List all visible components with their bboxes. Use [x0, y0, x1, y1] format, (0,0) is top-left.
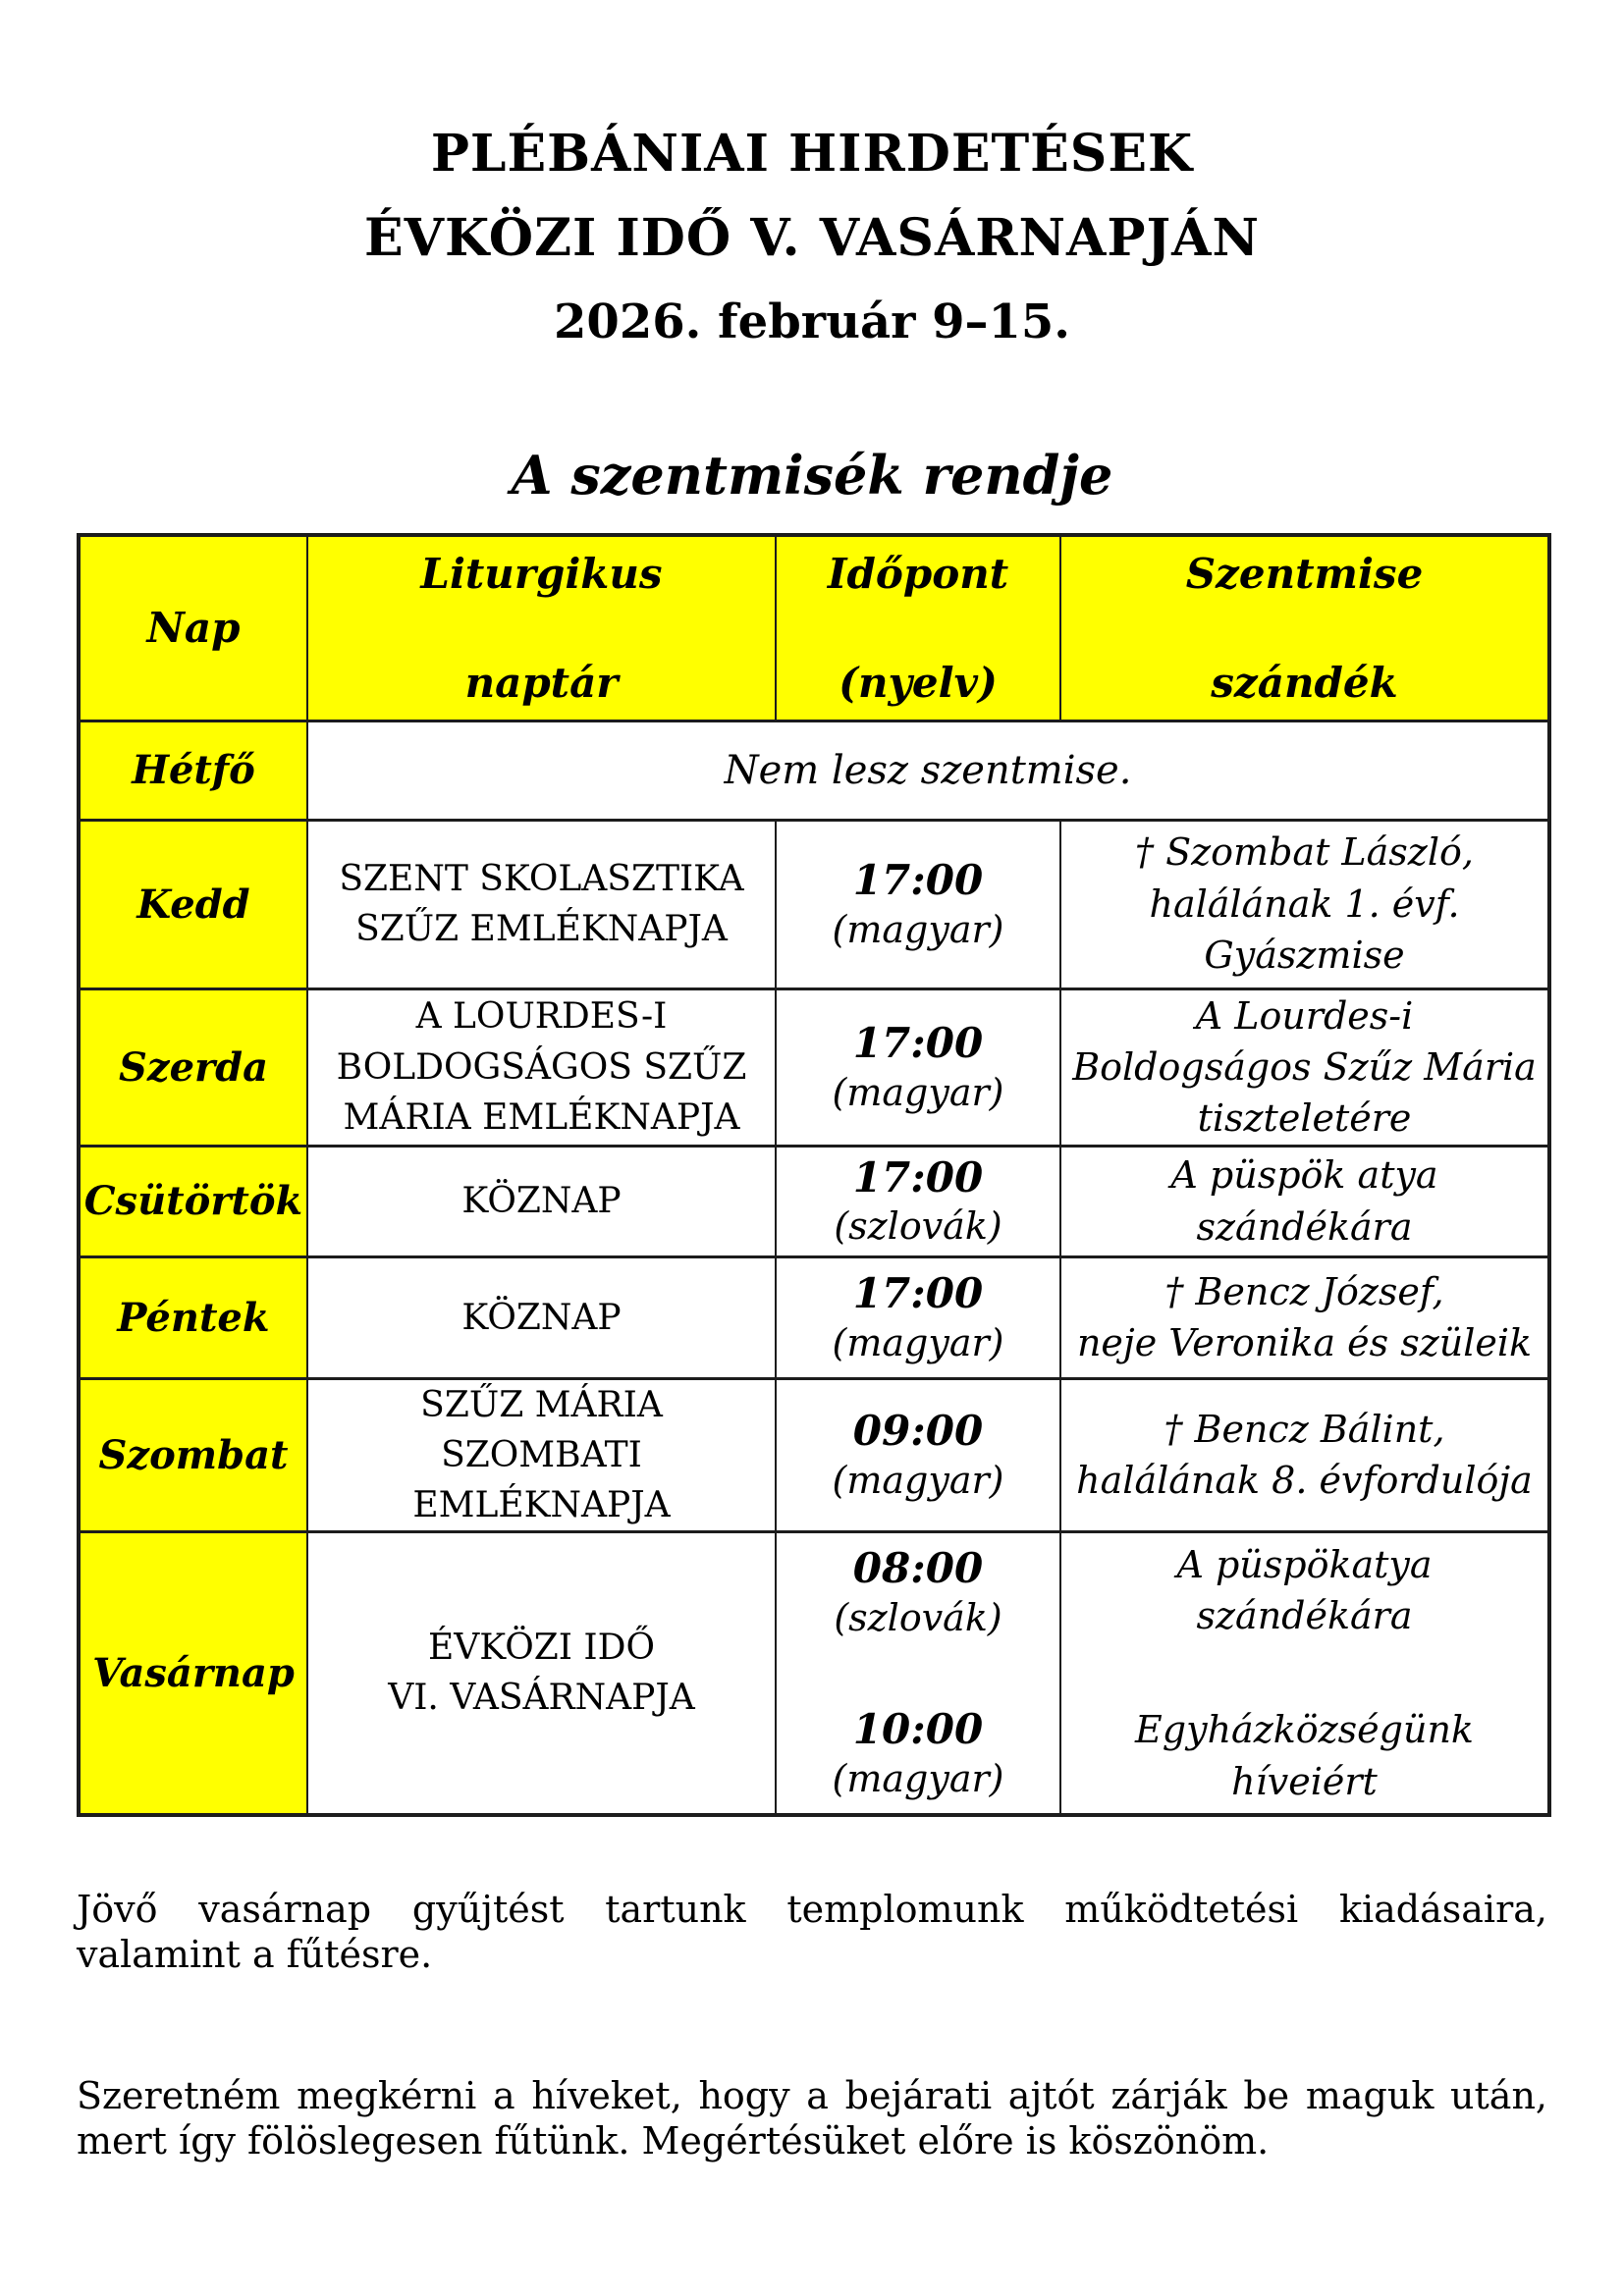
table-row-sunday	[79, 1532, 1549, 1815]
column-header-time-line2: (nyelv)	[839, 658, 998, 707]
saturday-language: (magyar)	[832, 1458, 1004, 1502]
saturday-calendar-line1: SZŰZ MÁRIA	[420, 1384, 663, 1425]
wednesday-intention	[1060, 988, 1549, 1146]
announcement-door-closing: Szeretném megkérni a híveket, hogy a bejárati ajtót zárják be maguk után, mert így fölöslegesen fűtünk. Megértésüket előre is köszönöm.	[77, 2074, 1547, 2163]
friday-language: (magyar)	[832, 1320, 1004, 1364]
announcement-collection: Jövő vasárnap gyűjtést tartunk templomunk működtetési kiadásaira, valamint a fűtésre.	[77, 1888, 1547, 1977]
day-label-tuesday: Kedd	[79, 820, 307, 988]
day-label-thursday: Csütörtök	[79, 1146, 307, 1256]
wednesday-time-language	[776, 988, 1060, 1146]
sunday-mass1-intention-line2: szándékára	[1196, 1593, 1413, 1637]
tuesday-time-language	[776, 820, 1060, 988]
saturday-time: 09:00	[852, 1407, 984, 1456]
saturday-intention	[1060, 1378, 1549, 1531]
table-row-monday	[79, 721, 1549, 820]
mass-schedule-section-title: A szentmisék rendje	[511, 444, 1113, 507]
saturday-calendar-line2: SZOMBATI	[441, 1434, 642, 1475]
sunday-mass2-intention-line2: híveiért	[1231, 1759, 1378, 1803]
wednesday-time: 17:00	[852, 1019, 984, 1068]
document-title-line2: ÉVKÖZI IDŐ V. VASÁRNAPJÁN	[364, 208, 1260, 268]
sunday-mass2-time-block	[777, 1704, 1059, 1802]
thursday-liturgical-calendar	[307, 1146, 776, 1256]
saturday-calendar-line3: EMLÉKNAPJA	[412, 1485, 671, 1526]
tuesday-intention-line3: Gyászmise	[1204, 934, 1405, 978]
column-header-intention-line2: szándék	[1211, 658, 1398, 707]
wednesday-calendar-line1: A LOURDES-I	[415, 996, 668, 1038]
sunday-calendar-line1: ÉVKÖZI IDŐ	[428, 1628, 655, 1669]
tuesday-intention-line2: halálának 1. évf.	[1149, 881, 1460, 926]
saturday-liturgical-calendar	[307, 1378, 776, 1531]
tuesday-time: 17:00	[852, 856, 984, 904]
wednesday-intention-line2: Boldogságos Szűz Mária	[1072, 1044, 1537, 1089]
thursday-intention	[1060, 1146, 1549, 1256]
day-label-wednesday: Szerda	[79, 988, 307, 1146]
column-header-calendar-line1: Liturgikus	[420, 549, 663, 598]
friday-intention	[1060, 1256, 1549, 1378]
friday-intention-line1: † Bencz József,	[1164, 1269, 1444, 1313]
tuesday-intention	[1060, 820, 1549, 988]
friday-time-language	[776, 1256, 1060, 1378]
thursday-time-language	[776, 1146, 1060, 1256]
table-row-thursday	[79, 1146, 1549, 1256]
document-title-line1: PLÉBÁNIAI HIRDETÉSEK	[430, 124, 1194, 184]
sunday-mass1-time-block	[777, 1543, 1059, 1641]
sunday-mass1-time: 08:00	[852, 1544, 984, 1593]
wednesday-language: (magyar)	[832, 1070, 1004, 1114]
tuesday-language: (magyar)	[832, 907, 1004, 951]
day-label-friday: Péntek	[79, 1256, 307, 1378]
column-header-liturgical-calendar	[307, 535, 776, 721]
column-header-day: Nap	[79, 535, 307, 721]
table-row-saturday	[79, 1378, 1549, 1531]
thursday-language: (szlovák)	[834, 1204, 1002, 1249]
sunday-mass2-intention-line1: Egyházközségünk	[1135, 1708, 1474, 1752]
monday-no-mass-note: Nem lesz szentmise.	[307, 721, 1549, 820]
thursday-intention-line2: szándékára	[1196, 1204, 1413, 1249]
saturday-intention-line2: halálának 8. évfordulója	[1076, 1459, 1533, 1503]
wednesday-intention-line3: tiszteletére	[1197, 1096, 1412, 1141]
friday-intention-line2: neje Veronika és szüleik	[1076, 1321, 1533, 1365]
column-header-time-line1: Időpont	[827, 549, 1009, 598]
day-label-saturday: Szombat	[79, 1378, 307, 1531]
sunday-intention	[1060, 1532, 1549, 1815]
sunday-liturgical-calendar	[307, 1532, 776, 1815]
saturday-time-language	[776, 1378, 1060, 1531]
sunday-mass1-language: (szlovák)	[834, 1595, 1002, 1639]
sunday-calendar-line2: VI. VASÁRNAPJA	[388, 1678, 695, 1719]
sunday-time-language	[776, 1532, 1060, 1815]
friday-time: 17:00	[852, 1269, 984, 1318]
thursday-intention-line1: A püspök atya	[1170, 1153, 1438, 1198]
mass-schedule-table	[77, 533, 1551, 1817]
sunday-mass1-intention-line1: A püspökatya	[1176, 1542, 1433, 1586]
column-header-mass-intention	[1060, 535, 1549, 721]
sunday-mass2-time: 10:00	[852, 1705, 984, 1754]
column-header-calendar-line2: naptár	[464, 658, 619, 707]
sunday-mass2-language: (magyar)	[832, 1756, 1004, 1800]
column-header-time-language	[776, 535, 1060, 721]
document-date-range: 2026. február 9–15.	[554, 294, 1070, 349]
day-label-sunday: Vasárnap	[79, 1532, 307, 1815]
sunday-mass2-intention-block	[1061, 1704, 1547, 1807]
wednesday-calendar-line3: MÁRIA EMLÉKNAPJA	[343, 1096, 740, 1138]
tuesday-intention-line1: † Szombat László,	[1135, 830, 1474, 875]
friday-liturgical-calendar	[307, 1256, 776, 1378]
table-row-tuesday	[79, 820, 1549, 988]
day-label-monday: Hétfő	[79, 721, 307, 820]
table-header-row	[79, 535, 1549, 721]
column-header-intention-line1: Szentmise	[1185, 549, 1424, 598]
wednesday-liturgical-calendar	[307, 988, 776, 1146]
table-row-wednesday	[79, 988, 1549, 1146]
saturday-intention-line1: † Bencz Bálint,	[1164, 1408, 1445, 1452]
sunday-mass1-intention-block	[1061, 1539, 1547, 1642]
thursday-calendar-line1: KÖZNAP	[461, 1181, 622, 1222]
tuesday-calendar-line2: SZŰZ EMLÉKNAPJA	[355, 909, 728, 949]
tuesday-calendar-line1: SZENT SKOLASZTIKA	[339, 858, 744, 899]
tuesday-liturgical-calendar	[307, 820, 776, 988]
table-row-friday	[79, 1256, 1549, 1378]
wednesday-intention-line1: A Lourdes-i	[1195, 993, 1414, 1038]
friday-calendar-line1: KÖZNAP	[461, 1297, 622, 1338]
thursday-time: 17:00	[852, 1152, 984, 1201]
wednesday-calendar-line2: BOLDOGSÁGOS SZŰZ	[336, 1046, 747, 1088]
